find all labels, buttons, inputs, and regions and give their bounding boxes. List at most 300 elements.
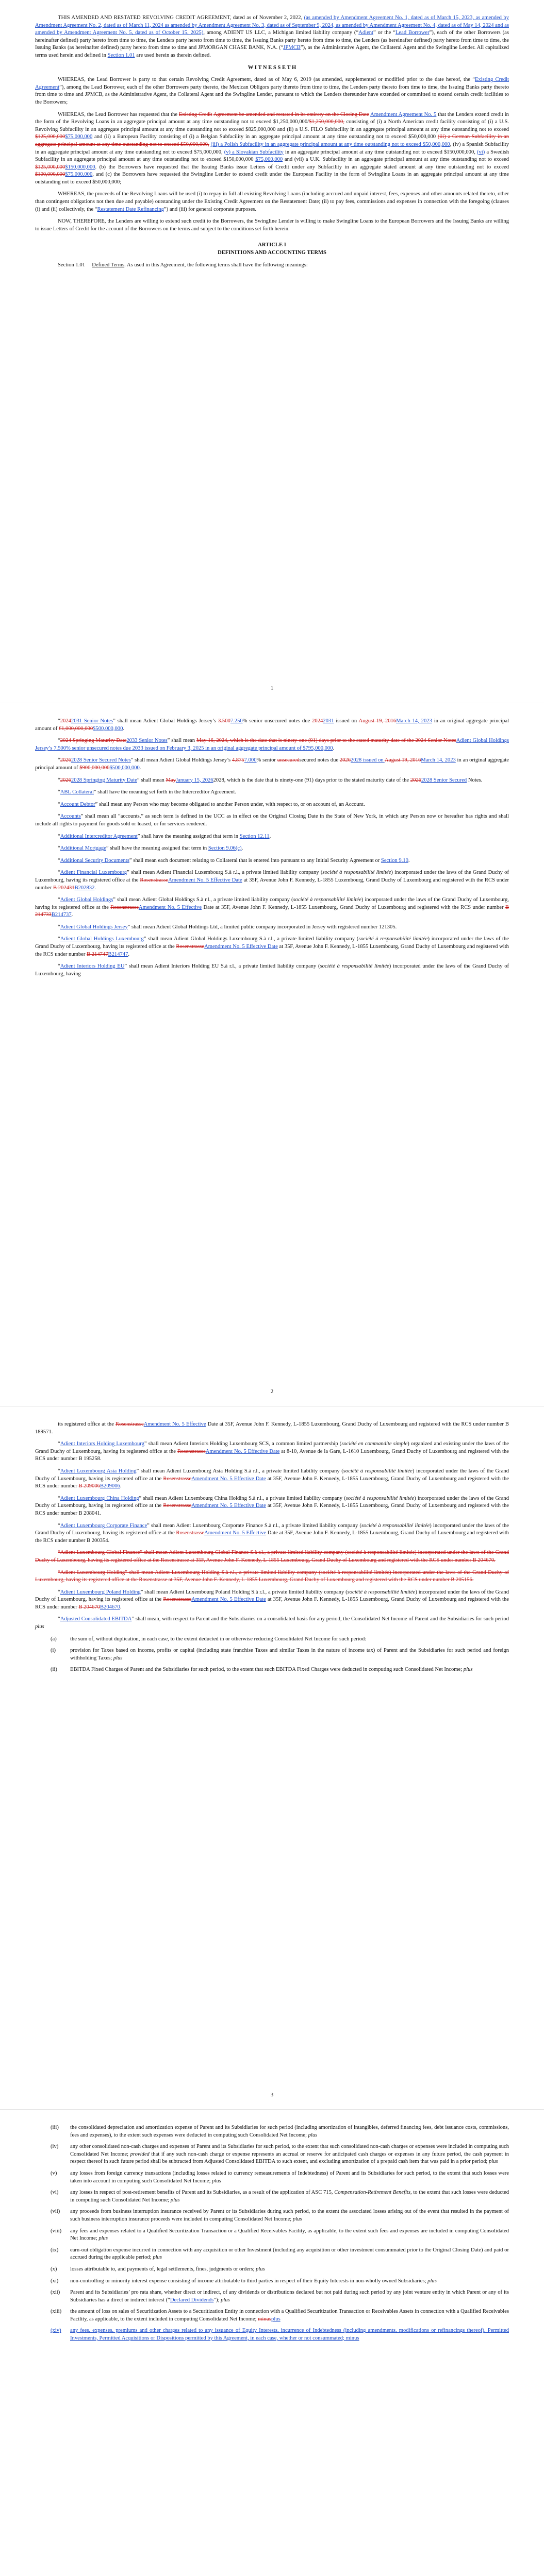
definition-paragraph: [35, 845, 509, 853]
text-run: ) incorporated under the laws of the Grand Duchy of Luxembourg, having its registered office at the: [35, 897, 509, 910]
inserted-text: (vi): [476, 149, 485, 155]
list-item-number: (xi): [51, 2278, 59, 2284]
text-run: .: [241, 845, 243, 852]
deleted-text: 2026: [339, 757, 351, 764]
text-run: ” shall mean Adient Global Holdings Luxembourg S.à r.l., a private limited liability company (: [143, 936, 359, 942]
italic-text: plus: [153, 2255, 162, 2261]
italic-text: plus: [463, 1667, 473, 1673]
inserted-text: $75,000,000: [65, 134, 93, 140]
italic-text: plus: [98, 2235, 108, 2242]
deleted-text: 3.500: [218, 718, 230, 724]
text-run: “: [58, 738, 60, 744]
text-run: at 35F, Avenue John F. Kennedy, L-1855 Luxembourg, Grand Duchy of Luxembourg and registered with the RCS under number: [35, 1597, 509, 1610]
text-run: issued on: [334, 718, 359, 724]
definitions-list: [35, 1421, 509, 1631]
text-run: 2028, which is the date that is ninety-one (91) days prior to the stated maturity date of the: [213, 777, 410, 783]
list-item: [35, 2143, 509, 2166]
list-item: [35, 2327, 509, 2342]
inserted-text: Section 12.11: [239, 833, 270, 839]
deleted-text: Rosenstrasse: [110, 904, 139, 910]
inserted-text: (as amended by Amendment Agreement No. 1, dated as of March 15, 2023, as amended by Amendment Agreement No. 2, dated as of March 11, 2024 as amended by Amendment Agreement No. 3, dated as of September 9, 2024, as amended by Amendment Agreement No. 4, dated as of May 14, 2024 and as amended by Amendment Agreement No. 5, dated as of October 15, 2025): [35, 15, 509, 36]
inserted-text: Adient Luxembourg Asia Holding: [60, 1468, 137, 1474]
definition-paragraph: [35, 869, 509, 892]
text-run: Date at 35F, Avenue John F. Kennedy, L-1855 Luxembourg, Grand Duchy of Luxembourg and registered with the RCS under number: [202, 904, 505, 910]
list-item: [35, 2228, 509, 2243]
inserted-text: Adient Interiors Holding EU: [60, 963, 125, 970]
text-run: ) incorporated under the laws of the Grand Duchy of Luxembourg, having its registered office at the: [35, 1468, 509, 1482]
italic-text: société à responsabilité limitée: [358, 936, 428, 942]
inserted-text: 2031: [323, 718, 334, 724]
ebitda-items-list: [35, 2124, 509, 2343]
inserted-text: Adient Financial Luxembourg: [60, 870, 127, 876]
text-run: are used herein as therein defined.: [135, 52, 211, 58]
inserted-text: 7.250: [230, 718, 243, 724]
inserted-text: Existing Credit Agreement: [35, 77, 509, 90]
text-run: .: [128, 951, 130, 957]
italic-text: société à responsabilité limitée: [322, 870, 391, 876]
list-item: [35, 2208, 509, 2223]
inserted-text: Adient Luxembourg China Holding: [60, 1495, 139, 1501]
text-run: .: [333, 745, 335, 751]
inserted-text: Amendment No. 5 Effective: [138, 904, 202, 910]
text-run: at 35F, Avenue John F. Kennedy, L-1855 Luxembourg, Grand Duchy of Luxembourg and registered with the RCS under number: [35, 1476, 509, 1489]
definition-paragraph: [35, 777, 509, 785]
deleted-text: unsecured: [277, 757, 300, 764]
text-run: any other consolidated non-cash charges and expenses of Parent and its Subsidiaries for such period, to the extent that such consolidated non-cash charges or expenses were included in computing such Consolidated Net Income;: [70, 2144, 509, 2157]
inserted-text: Amendment No. 5 Effective: [204, 1530, 267, 1536]
italic-text: société à responsabilité limitée: [361, 1522, 430, 1529]
text-run: “: [58, 1522, 60, 1529]
italic-text: plus: [113, 1655, 123, 1661]
inserted-text: 2028 Springing Maturity Date: [71, 777, 137, 783]
list-item-number: (x): [51, 2266, 57, 2272]
deleted-text: Rosenstrasse: [163, 1503, 192, 1509]
definition-paragraph: [35, 1440, 509, 1463]
text-run: ” shall mean Adient Global Holdings S.à r.l., a private limited liability company (: [113, 897, 293, 903]
inserted-text: plus: [271, 2316, 281, 2322]
inserted-text: 2028 Senior Secured Notes: [71, 757, 131, 764]
text-run: ) incorporated under the laws of the Grand Duchy of Luxembourg, having its registered office at the: [35, 1495, 509, 1509]
text-run: ” shall mean Adient Financial Luxembourg S.à r.l., a private limited liability company (: [127, 870, 323, 876]
list-item-number: (xiv): [51, 2328, 61, 2334]
text-run: ” shall mean Adient Global Holdings Ltd, a limited public company incorporated in Jersey with registered number 121305.: [127, 924, 397, 930]
inserted-text: Amendment No. 5 Effective Date: [191, 1503, 266, 1509]
deleted-text: 4.875: [232, 757, 244, 764]
document-page-1: [0, 0, 544, 703]
text-run: any proceeds from business interruption insurance received by Parent or its Subsidiaries during such period, to the extent the associated losses arising out of the event that resulted in the payment of such business interruption insurance proceeds were included in computing Consolidated Net Income;: [70, 2209, 509, 2222]
text-run: ” shall mean Adient Luxembourg Corporate Finance S.à r.l., a private limited liability company (: [147, 1522, 361, 1529]
inserted-text: Amendment No. 5 Effective Date: [191, 1597, 266, 1603]
text-run: any losses in respect of post-retirement benefits of Parent and its Subsidiaries, as a result of the application of ASC 715,: [70, 2190, 335, 2196]
inserted-text: Restatement Date Refinancing: [97, 206, 164, 212]
inserted-text: 2031 Senior Notes: [71, 718, 113, 724]
text-run: “: [58, 845, 60, 852]
definitions-list: [35, 718, 509, 978]
document-page-4: [0, 2110, 544, 2576]
deleted-text: $125,000,000: [35, 134, 65, 140]
list-item: [35, 2170, 509, 2185]
text-run: “: [58, 757, 60, 764]
text-run: Parent and its Subsidiaries’ pro rata share, whether direct or indirect, of any dividends or distributions declared but not paid during such period by any joint venture entity in which Parent or any of its Subsidiaries has a direct or indirect interest (“: [70, 2290, 509, 2303]
text-run: Date at 35F, Avenue John F. Kennedy, L-1855 Luxembourg, Grand Duchy of Luxembourg and registered with the RCS under number B 189571.: [35, 1421, 509, 1435]
section-1-01: [35, 262, 509, 269]
text-run: THIS AMENDED AND RESTATED REVOLVING CREDIT AGREEMENT, dated as of November 2, 2022,: [58, 15, 304, 21]
text-run: in an original aggregate principal amount of: [35, 718, 509, 732]
text-run: “: [58, 1495, 60, 1501]
italic-text: plus: [35, 1624, 44, 1630]
inserted-text: Section 9.10: [381, 857, 408, 863]
text-run: .: [269, 833, 271, 839]
inserted-text: Accounts: [60, 814, 81, 820]
text-run: non-controlling or minority interest expense consisting of income attributable to third parties in respect of their Equity Interests in non-wholly owned Subsidiaries;: [70, 2278, 428, 2284]
inserted-text: Adient Global Holdings Jersey: [60, 924, 128, 930]
inserted-text: Additional Security Documents: [60, 857, 129, 863]
deleted-text: $125,000,000: [35, 164, 65, 170]
text-run: , (iv) a Spanish Subfacility in an aggregate principal amount at any time outstanding not to exceed $75,000,000,: [35, 141, 509, 155]
definition-paragraph: [35, 936, 509, 958]
deleted-text: Rosenstrasse: [176, 944, 205, 950]
text-run: ” shall mean: [167, 738, 196, 744]
italic-text: plus: [170, 2197, 180, 2203]
list-item: [35, 2278, 509, 2285]
text-run: ” shall mean Adient Interiors Holding EU S.à r.l., a private limited liability company (: [124, 963, 320, 970]
inserted-text: 2028 Senior Secured: [421, 777, 467, 783]
text-run: at 35F, Avenue John F. Kennedy, L-1855 Luxembourg, Grand Duchy of Luxembourg and registered with the RCS under number: [35, 944, 509, 957]
inserted-text: 2033 Senior Notes: [126, 738, 168, 744]
deleted-text: 2024: [312, 718, 323, 724]
article-subtitle: DEFINITIONS AND ACCOUNTING TERMS: [218, 250, 326, 256]
inserted-text: $150,000,000: [65, 164, 95, 170]
text-run: that the Lenders extend credit in the form of the Revolving Loans in an aggregate principal amount at any time outstanding not to exceed $1,250,000,000/: [35, 111, 509, 125]
inserted-text: 2028 issued on: [350, 757, 385, 764]
list-item: [35, 1636, 509, 1643]
inserted-text: Declared Dividends: [170, 2297, 214, 2303]
text-run: ”);: [213, 2297, 221, 2303]
list-item-number: (ix): [51, 2247, 59, 2253]
inserted-text: March 14, 2023: [421, 757, 456, 764]
inserted-text: Amendment No. 5 Effective: [143, 1421, 206, 1427]
document-page-3: [0, 1406, 544, 2110]
deleted-text: B 214733: [35, 904, 509, 918]
definition-paragraph: [35, 896, 509, 919]
text-run: . (b) the Borrowers have requested that the Issuing Banks issue Letters of Credit under any Subfacility in an aggregate stated amount at any time outstanding not to exceed: [95, 164, 509, 170]
text-run: ) incorporated under the laws of the Grand Duchy of Luxembourg, having its registered office at the: [35, 1589, 509, 1603]
inserted-text: Adjusted Consolidated EBITDA: [60, 1616, 132, 1622]
page-number: 1: [270, 686, 274, 691]
definition-paragraph: [35, 1421, 509, 1436]
page-number: 3: [270, 2092, 274, 2098]
text-run: .: [120, 1604, 122, 1610]
text-run: ”), as the Administrative Agent, the Collateral Agent and the Swingline Lender. All capitalized terms used herein and defined in: [35, 45, 509, 58]
text-run: “: [58, 718, 60, 724]
text-run: .: [120, 1483, 122, 1489]
list-item-number: (a): [51, 1636, 57, 1642]
text-run: the amount of loss on sales of Securitization Assets to a Securitization Entity in connection with a Qualified Securitization Transaction or Receivables Assets in connection with a Qualified Receivables Facility, as applicable, to the extent included in computing Consolidated Net Income;: [70, 2309, 509, 2322]
text-run: its registered office at the: [58, 1421, 116, 1427]
text-run: ” shall mean Adient Luxembourg Poland Holding S.à r.l., a private limited liability company (: [140, 1589, 348, 1595]
inserted-text: $75,000,000: [65, 172, 93, 178]
italic-text: plus: [212, 2178, 221, 2184]
page-number: 2: [270, 1389, 274, 1395]
text-run: the consolidated depreciation and amortization expense of Parent and its Subsidiaries for such period (including amortization of intangibles, deferred financing fees, debt issuance costs, commissions, fees and expenses), to the extent such expenses were deducted in computing such Consolidated Net Income;: [70, 2125, 509, 2138]
deleted-text: B 209006: [78, 1483, 100, 1489]
definition-paragraph: [35, 1589, 509, 1612]
text-run: “: [58, 1468, 60, 1474]
list-item: [35, 1666, 509, 1674]
inserted-text: January 15, 2026: [175, 777, 213, 783]
deleted-text: 2026: [60, 777, 71, 783]
inserted-text: Amendment No. 5 Effective Date: [204, 944, 278, 950]
text-run: losses attributable to, and payments of, legal settlements, fines, judgments or orders;: [70, 2266, 256, 2272]
text-run: WHEREAS, the Lead Borrower has requested that the: [58, 111, 179, 117]
text-run: and (vii) a U.K. Subfacility in an aggregate principal amount at any time outstanding not to exceed: [283, 157, 509, 163]
list-item: [35, 1647, 509, 1662]
deleted-text: Rosenstrasse: [176, 1530, 205, 1536]
text-run: “: [58, 1616, 60, 1622]
inserted-text: Lead Borrower: [395, 30, 430, 36]
list-item: [35, 2266, 509, 2274]
text-run: ) incorporated under the laws of the Grand Duchy of Luxembourg, having its registered office at the: [35, 1522, 509, 1536]
italic-text: Compensation-Retirement Benefits: [334, 2190, 410, 2196]
inserted-text: Account Debtor: [60, 801, 95, 807]
text-run: any losses from foreign currency transactions (including losses related to currency remeasurements of Indebtedness) of Parent and its Subsidiaries for such period, to the extent that such losses were taken into account in computing such Consolidated Net Income;: [70, 2170, 509, 2184]
list-item-number: (xii): [51, 2290, 60, 2296]
list-item: [35, 2189, 509, 2204]
definition-paragraph: [35, 924, 509, 931]
list-item-number: (iii): [51, 2125, 59, 2130]
text-run: “: [58, 1441, 60, 1447]
definition-paragraph: [35, 857, 509, 865]
text-run: that if any such non-cash charge or expense represents an accrual or reserve for anticipated cash charges or expenses in any future period, the cash payment in respect thereof in such future period shall be subtracted from Adjusted Consolidated EBITDA to such extent, and excluding amortization of a prepaid cash item that was paid in a prior period;: [70, 2151, 509, 2165]
deleted-text: minus: [258, 2316, 272, 2322]
inserted-text: B214747: [108, 951, 128, 957]
text-run: % senior unsecured notes due: [242, 718, 312, 724]
text-run: provision for Taxes based on income, profits or capital (including state franchise Taxes and similar Taxes in the nature of income tax) of Parent and the Subsidiaries for such period and foreign withholding Taxes;: [70, 1648, 509, 1661]
text-run: “: [58, 789, 60, 795]
text-run: ” shall mean all “accounts,” as such term is defined in the UCC as in effect on the Original Closing Date in the State of New York, in which any Person now or hereafter has rights and shall include all rights to payment for goods sold or leased, or for services rendered.: [35, 814, 509, 827]
whereas-paragraph-1: [35, 76, 509, 106]
text-run: “: [58, 1589, 60, 1595]
deleted-text: $900,000,000: [79, 765, 110, 771]
text-run: ” shall mean Adient Luxembourg China Holding S.à r.l., a private limited liability company (: [139, 1495, 346, 1501]
text-run: and (ii) a European Facility consisting of (i) a Belgian Subfacility in an aggregate principal amount at any time outstanding not to exceed $50,000,000: [92, 134, 438, 140]
italic-text: provided: [130, 2151, 150, 2157]
text-run: in an original aggregate principal amount of: [35, 757, 509, 771]
text-run: .: [123, 725, 125, 732]
deleted-text: 2026: [60, 757, 71, 764]
text-run: ” shall mean any Person who may become obligated to another Person under, with respect to, or on account of, an Account.: [95, 801, 365, 807]
text-run: “: [58, 801, 60, 807]
text-run: , among ADIENT US LLC, a Michigan limited liability company (“: [203, 30, 359, 36]
definition-paragraph: [35, 757, 509, 772]
text-run: “: [58, 936, 60, 942]
definition-paragraph: [35, 801, 509, 809]
intro-paragraph: [35, 14, 509, 60]
deleted-text: B 202431: [53, 885, 75, 891]
list-item: [35, 2124, 509, 2139]
section-number: Section 1.01: [58, 262, 85, 268]
inserted-text: B202832: [74, 885, 95, 891]
text-run: .: [139, 765, 141, 771]
deleted-text: 2024 Springing Maturity Date: [60, 738, 127, 744]
text-run: at 8-10, Avenue de la Gare, L-1610 Luxembourg, Grand Duchy of Luxembourg and registered with the RCS under number B 195258.: [35, 1448, 509, 1462]
deleted-text: Rosenstrasse: [177, 1448, 206, 1454]
text-run: % senior: [256, 757, 277, 764]
inserted-text: $500,000,000: [93, 725, 123, 732]
document-page-2: [0, 703, 544, 1406]
italic-text: société à responsabilité limitée: [293, 897, 361, 903]
text-run: .: [71, 912, 73, 918]
list-item-number: (vi): [51, 2190, 59, 2196]
text-run: a Swedish Subfacility in an aggregate principal amount at any time outstanding not to exceed $150,000,000: [35, 149, 509, 163]
list-item-number: (i): [51, 1648, 56, 1654]
inserted-text: $75,000,000: [255, 157, 283, 163]
text-run: the sum of, without duplication, in each case, to the extent deducted in or otherwise reducing Consolidated Net Income for such period:: [70, 1636, 367, 1642]
inserted-text: B209006: [100, 1483, 120, 1489]
inserted-text: Section 9.06(c): [208, 845, 242, 852]
definition-paragraph: [35, 789, 509, 796]
text-run: Date at 35F, Avenue John F. Kennedy, L-1855 Luxembourg, Grand Duchy of Luxembourg and registered with the RCS under number B 200354.: [35, 1530, 509, 1544]
text-run: “: [58, 870, 60, 876]
italic-text: plus: [256, 2266, 265, 2272]
italic-text: société à responsabilité limitée: [345, 1495, 415, 1501]
deleted-text: $100,000,000: [35, 172, 65, 178]
definition-paragraph: [35, 1468, 509, 1490]
deleted-text: Rosenstrasse: [163, 1476, 192, 1482]
list-item-number: (v): [51, 2170, 57, 2176]
text-run: in an aggregate principal amount at any time outstanding not to exceed $150,000,000,: [283, 149, 477, 155]
inserted-text: minus: [345, 2335, 359, 2342]
text-run: WHEREAS, the proceeds of the Revolving Loans will be used (i) to repay in full all existing Revolving Loans (including accrued and unpaid interest, fees, expenses and other amounts related thereto, other than contingent obligations not then due and payable) outstanding under the Existing Credit Agreement on the Restatement Date; (ii) to pay fees, commissions and expenses in connection with the foregoing (clauses (i) and (ii) collectively, the “: [35, 191, 509, 212]
text-run: earn-out obligation expense incurred in connection with any acquisition or other Investment (including any acquisition or other investment consummated prior to the Original Closing Date) and paid or accrued during the applicable period;: [70, 2247, 509, 2261]
inserted-text: ABL Collateral: [60, 789, 94, 795]
text-run: “: [58, 833, 60, 839]
text-run: ” shall mean, with respect to Parent and the Subsidiaries on a consolidated basis for any period, the Consolidated Net Income of Parent and the Subsidiaries for such period: [131, 1616, 509, 1622]
deleted-text: Agreement be amended and restated in its entirety on the Closing Date: [213, 111, 369, 117]
definition-paragraph: [35, 718, 509, 733]
inserted-text: Adient Interiors Holding Luxembourg: [60, 1441, 144, 1447]
witnesseth-heading: W I T N E S S E T H: [248, 64, 296, 71]
text-run: secured notes due: [299, 757, 340, 764]
definition-paragraph: [35, 1569, 509, 1584]
deleted-text: “Adient Luxembourg Holding” shall mean Adient Luxembourg Holding S.à r.l., a private limited liability company (société à responsabilité limitée) incorporated under the laws of the Grand Duchy of Luxembourg, having its registered office at the Rosenstrasse at 35F, Avenue John F. Kennedy, L-1855 Luxembourg, Grand Duchy of Luxembourg and registered with the RCS under number B 205156.: [35, 1569, 509, 1583]
text-run: ) incorporated under the laws of the Grand Duchy of Luxembourg, having its registered office at the: [35, 870, 509, 883]
deleted-text: May 16, 2024, which is the date that is ninety-one (91) days prior to the stated maturity date of the 2024 Senior Notes: [196, 738, 456, 744]
inserted-text: March 14, 2023: [396, 718, 432, 724]
deleted-text: Rosenstrasse: [140, 877, 169, 883]
list-item: [35, 2247, 509, 2262]
inserted-text: Additional Mortgage: [60, 845, 106, 852]
text-run: ”), among the Lead Borrower, each of the other Borrowers party thereto, the Mexican Obligors party thereto from time to time, the Lenders party thereto from time to time, the Issuing Banks party thereto from time to time and JPMCB, as the Administrative Agent, the Collateral Agent and the Swingline Lender, pursuant to which the Lenders thereunder have extended or committed to extend certain credit facilities to the Borrowers;: [35, 84, 509, 105]
definition-paragraph: [35, 813, 509, 828]
inserted-text: Adient: [358, 30, 374, 36]
deleted-text: August 19, 2016: [384, 757, 421, 764]
italic-text: société à responsabilité limitée: [347, 1589, 416, 1595]
text-run: ” shall have the meaning assigned that term in: [137, 833, 240, 839]
text-run: ”) and (iii) for general corporate purposes.: [163, 206, 257, 212]
text-run: , and (c) the Borrowers have requested the Swingline Lender to extend credit under the European Facility in the form of Swingline Loans in an aggregate principal amount at any time outstanding not to exceed $50,000,000;: [35, 172, 509, 185]
list-item-number: (viii): [51, 2228, 62, 2234]
inserted-text: (v) a Slovakian Subfacility: [224, 149, 284, 155]
text-run: ) organized and existing under the laws of the Grand Duchy of Luxembourg, having its registered office at the: [35, 1441, 509, 1454]
list-item: [35, 2308, 509, 2323]
text-run: ” shall mean Adient Luxembourg Asia Holding S.à r.l., a private limited liability company (: [136, 1468, 343, 1474]
inserted-text: B204670: [100, 1604, 120, 1610]
inserted-text: Section 1.01: [107, 52, 135, 58]
whereas-paragraph-3: [35, 191, 509, 213]
list-item: [35, 2289, 509, 2304]
inserted-text: B214737: [51, 912, 72, 918]
text-run: ” shall mean Adient Global Holdings Jersey’s: [130, 757, 232, 764]
italic-text: société en commandite simple: [341, 1441, 408, 1447]
article-title: ARTICLE I: [258, 242, 286, 248]
list-item-number: (vii): [51, 2209, 60, 2215]
deleted-text: $1,250,000,000,: [309, 119, 344, 125]
text-run: ) incorporated under the laws of the Grand Duchy of Luxembourg, having: [35, 963, 509, 977]
text-run: “: [58, 897, 60, 903]
italic-text: plus: [488, 2159, 498, 2165]
text-run: ” shall mean Adient Interiors Holding Luxembourg SCS, a common limited partnership (: [144, 1441, 342, 1447]
list-item-number: (iv): [51, 2144, 59, 2150]
inserted-text: $500,000,000: [109, 765, 140, 771]
deleted-text: “Adient Luxembourg Global Finance” shall mean Adient Luxembourg Global Finance S.à r.l., a private limited liability company (société à responsabilité limitée) incorporated under the laws of the Grand Duchy of Luxembourg, having its registered office at the Rosenstrasse at 35F, Avenue John F. Kennedy, L-1855 Luxembourg, Grand Duchy of Luxembourg and registered with the RCS under number B 204670.: [35, 1550, 509, 1563]
inserted-text: any fees, expenses, premiums and other charges related to any issuance of Equity Interests, incurrence of Indebtedness (including amendments, modifications or refinancings thereof), Permitted Investments, Permitted Acquisitions or Dispositions permitted by this Agreement, in each case, whether or not consummated;: [70, 2328, 509, 2342]
text-run: ” shall mean Adient Global Holdings Jersey’s: [113, 718, 218, 724]
inserted-text: Adient Global Holdings Jersey’s 7.500% senior unsecured notes due 2033 issued on February 3, 2025 in an original aggregate principal amount of $795,000,000: [35, 738, 509, 751]
text-run: .: [94, 885, 96, 891]
text-run: “: [58, 777, 60, 783]
inserted-text: Adient Global Holdings Luxembourg: [60, 936, 144, 942]
text-run: ” shall have the meaning assigned that term in: [106, 845, 208, 852]
text-run: any fees and expenses related to a Qualified Securitization Transaction or a Qualified Receivables Facility, as applicable, to the extent such fees and expenses are included in computing Consolidated Net Income;: [70, 2228, 509, 2242]
text-run: , to the extent that such losses were deducted in computing such Consolidated Net Income;: [70, 2190, 509, 2203]
definition-paragraph: [35, 737, 509, 752]
now-therefore-paragraph: NOW, THEREFORE, the Lenders are willing to extend such credit to the Borrowers, the Swingline Lender is willing to make Swingline Loans to the European Borrowers and the Issuing Banks are willing to issue Letters of Credit for the account of the Borrowers on the terms and subject to the conditions set forth herein.: [35, 218, 509, 232]
text-run: ” shall mean each document relating to Collateral that is entered into pursuant to any Initial Security Agreement or: [129, 857, 381, 863]
inserted-text: Adient Luxembourg Corporate Finance: [60, 1522, 147, 1529]
deleted-text: B 214747: [87, 951, 108, 957]
italic-text: société à responsabilité limitée: [343, 1468, 413, 1474]
inserted-text: Adient Global Holdings: [60, 897, 113, 903]
deleted-text: B 204670: [78, 1604, 100, 1610]
deleted-text: August 19, 2016: [358, 718, 397, 724]
text-run: Notes.: [467, 777, 483, 783]
deleted-text: Rosenstrasse: [115, 1421, 144, 1427]
text-run: “: [58, 857, 60, 863]
text-run: at 35F, Avenue John F. Kennedy, L-1855 Luxembourg, Grand Duchy of Luxembourg and registered with the RCS under number B 208041.: [35, 1503, 509, 1516]
whereas-paragraph-2: [35, 111, 509, 187]
text-run: ” shall mean: [137, 777, 166, 783]
deleted-text: May: [166, 777, 176, 783]
text-run: consisting of (i) a North American credit facility consisting of (i) a U.S. Revolving Subfacility in an aggregate principal amount at any time outstanding not to exceed $825,000,000 and (ii) a U.S. FILO Subfacility in an aggregate principal amount at any time outstanding not to exceed: [35, 119, 509, 132]
deleted-text: 2026: [410, 777, 421, 783]
list-item-number: (ii): [51, 1667, 57, 1673]
definition-paragraph: [35, 1549, 509, 1564]
deleted-text: Existing Credit: [178, 111, 212, 117]
italic-text: plus: [308, 2132, 318, 2138]
italic-text: plus: [221, 2297, 230, 2303]
italic-text: société à responsabilité limitée: [320, 963, 389, 970]
definition-paragraph: [35, 1522, 509, 1545]
inserted-text: Amendment No. 5 Effective Date: [205, 1448, 280, 1454]
ebitda-items-list: [35, 1636, 509, 1674]
definition-paragraph: [35, 833, 509, 841]
inserted-text: Amendment No. 5 Effective Date: [191, 1476, 266, 1482]
inserted-text: Additional Intercreditor Agreement: [60, 833, 138, 839]
inserted-text: 7.000: [244, 757, 257, 764]
text-run: .: [408, 857, 410, 863]
text-run: ) incorporated under the laws of the Grand Duchy of Luxembourg, having its registered office at the: [35, 936, 509, 950]
